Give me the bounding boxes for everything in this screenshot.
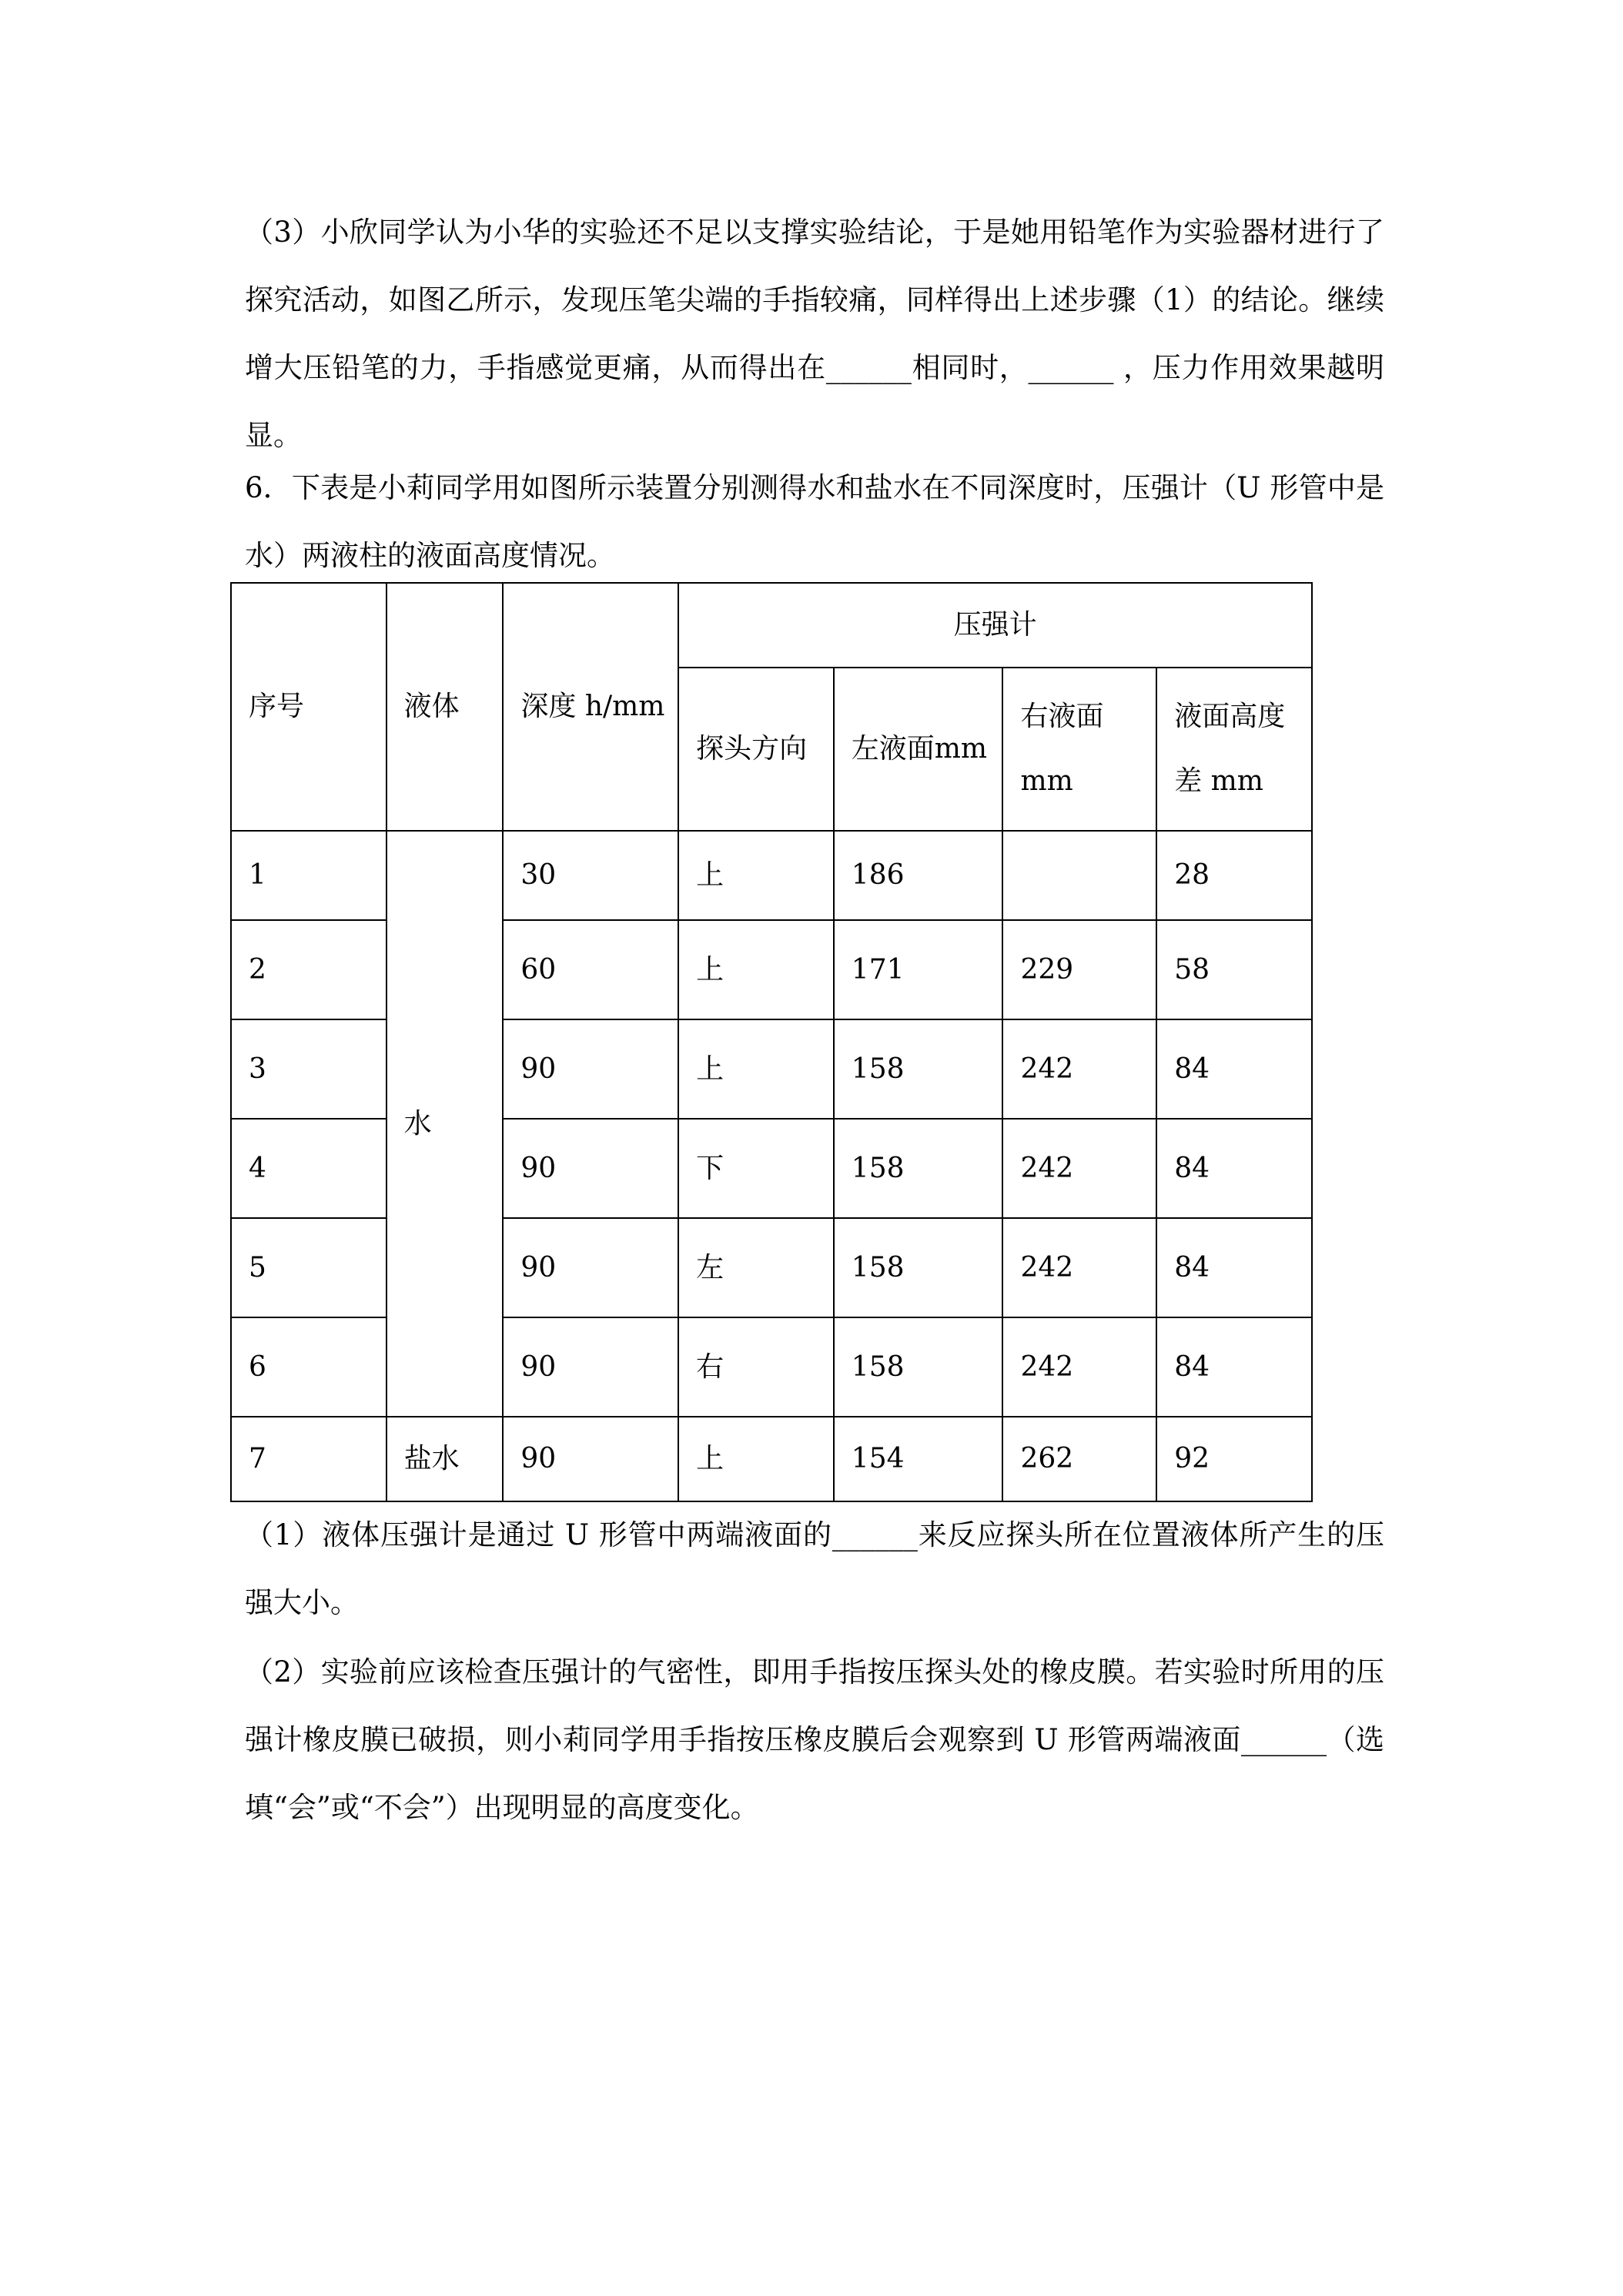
- header-right: 右液面mm: [1002, 668, 1156, 831]
- cell-direction: 左: [678, 1218, 834, 1317]
- cell-right: 242: [1002, 1218, 1156, 1317]
- cell-left: 158: [834, 1317, 1003, 1417]
- cell-right: 262: [1002, 1417, 1156, 1501]
- header-liquid: 液体: [387, 583, 504, 831]
- cell-depth: 60: [503, 920, 678, 1019]
- question-1: （1）液体压强计是通过 U 形管中两端液面的______来反应探头所在位置液体所产生的压强大小。: [245, 1518, 1384, 1619]
- cell-index: 7: [231, 1417, 387, 1501]
- cell-diff: 84: [1156, 1317, 1312, 1417]
- table-row: [231, 1417, 1312, 1501]
- cell-direction: 上: [678, 920, 834, 1019]
- cell-direction: 上: [678, 1417, 834, 1501]
- cell-diff: 84: [1156, 1218, 1312, 1317]
- cell-depth: 90: [503, 1417, 678, 1501]
- cell-left: 171: [834, 920, 1003, 1019]
- header-depth: 深度 h/mm: [503, 583, 678, 831]
- cell-depth: 90: [503, 1218, 678, 1317]
- cell-right: 242: [1002, 1119, 1156, 1218]
- header-left: 左液面mm: [834, 668, 1003, 831]
- cell-diff: 84: [1156, 1019, 1312, 1119]
- cell-liquid: 盐水: [387, 1417, 504, 1501]
- question-2: （2）实验前应该检查压强计的气密性，即用手指按压探头处的橡皮膜。若实验时所用的压强计橡皮膜已破损，则小莉同学用手指按压橡皮膜后会观察到 U 形管两端液面______（选填“会”或“不会”）出现明显的高度变化。: [245, 1655, 1384, 1824]
- cell-left: 158: [834, 1019, 1003, 1119]
- cell-diff: 28: [1156, 831, 1312, 920]
- paragraph-question6: 6．下表是小莉同学用如图所示装置分别测得水和盐水在不同深度时，压强计（U 形管中是水）两液柱的液面高度情况。: [245, 471, 1384, 572]
- cell-diff: 58: [1156, 920, 1312, 1019]
- cell-index: 4: [231, 1119, 387, 1218]
- cell-liquid-water: 水: [387, 831, 504, 1417]
- cell-index: 2: [231, 920, 387, 1019]
- cell-right: [1002, 831, 1156, 920]
- cell-left: 158: [834, 1119, 1003, 1218]
- header-index: 序号: [231, 583, 387, 831]
- cell-depth: 90: [503, 1119, 678, 1218]
- cell-index: 3: [231, 1019, 387, 1119]
- cell-index: 5: [231, 1218, 387, 1317]
- cell-index: 6: [231, 1317, 387, 1417]
- cell-left: 186: [834, 831, 1003, 920]
- cell-right: 242: [1002, 1317, 1156, 1417]
- cell-left: 158: [834, 1218, 1003, 1317]
- cell-depth: 90: [503, 1317, 678, 1417]
- cell-direction: 上: [678, 831, 834, 920]
- header-direction: 探头方向: [678, 668, 834, 831]
- table-row: [231, 831, 1312, 920]
- pressure-gauge-table: [230, 582, 1313, 1502]
- cell-direction: 上: [678, 1019, 834, 1119]
- cell-direction: 右: [678, 1317, 834, 1417]
- header-gauge: 压强计: [678, 583, 1312, 668]
- cell-right: 229: [1002, 920, 1156, 1019]
- cell-right: 242: [1002, 1019, 1156, 1119]
- header-diff: 液面高度差 mm: [1156, 668, 1312, 831]
- cell-depth: 90: [503, 1019, 678, 1119]
- cell-diff: 92: [1156, 1417, 1312, 1501]
- cell-direction: 下: [678, 1119, 834, 1218]
- paragraph-part3: （3）小欣同学认为小华的实验还不足以支撑实验结论，于是她用铅笔作为实验器材进行了探究活动，如图乙所示，发现压笔尖端的手指较痛，同样得出上述步骤（1）的结论。继续增大压铅笔的力，手指感觉更痛，从而得出在______相同时，______ ，压力作用效果越明显。: [245, 216, 1384, 452]
- cell-left: 154: [834, 1417, 1003, 1501]
- cell-depth: 30: [503, 831, 678, 920]
- cell-index: 1: [231, 831, 387, 920]
- cell-diff: 84: [1156, 1119, 1312, 1218]
